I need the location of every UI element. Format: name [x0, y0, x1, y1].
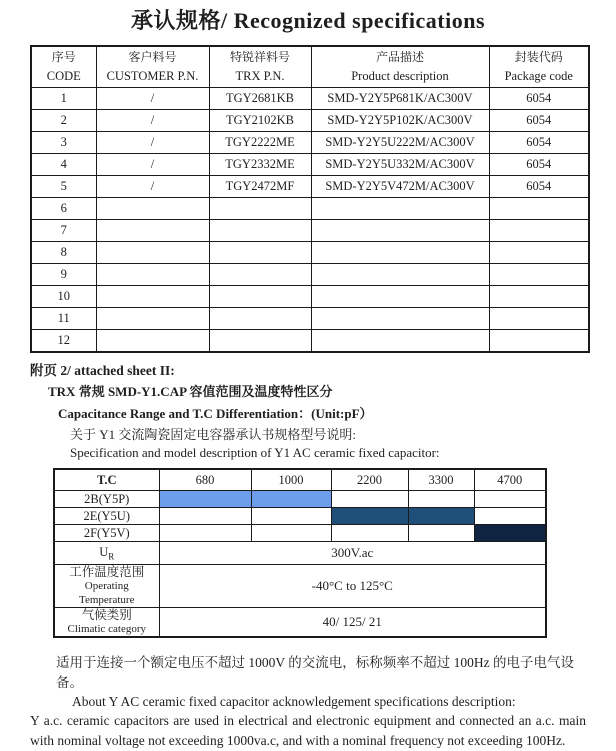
cell-customer-pn: /	[96, 132, 209, 154]
cell-trx-pn	[209, 220, 311, 242]
temp-label: 工作温度范围 Operating Temperature	[54, 565, 159, 608]
cell-code: 9	[31, 264, 96, 286]
cell-product-description	[311, 198, 489, 220]
attached-sheet-subheading-zh: TRX 常规 SMD-Y1.CAP 容值范围及温度特性区分	[48, 384, 333, 399]
tc-empty-cell	[408, 491, 474, 508]
header-trx-pn	[209, 46, 311, 88]
table-row	[31, 110, 589, 132]
tc-header-value: 2200	[331, 469, 408, 491]
table-row	[31, 286, 589, 308]
table-row	[31, 242, 589, 264]
header-trx-pn-zh: 特锐祥料号	[229, 50, 290, 64]
cell-trx-pn	[209, 242, 311, 264]
cell-code: 7	[31, 220, 96, 242]
footer-note-en-heading: About Y AC ceramic fixed capacitor acknowledgement specifications description:	[72, 694, 516, 709]
cell-code: 4	[31, 154, 96, 176]
tc-empty-cell	[251, 508, 331, 525]
cell-code: 3	[31, 132, 96, 154]
header-code	[31, 46, 96, 88]
cell-product-description: SMD-Y2Y5U332M/AC300V	[311, 154, 489, 176]
cell-product-description	[311, 264, 489, 286]
climate-value: 40/ 125/ 21	[159, 608, 546, 638]
cell-customer-pn	[96, 308, 209, 330]
temp-row	[54, 565, 546, 608]
cell-trx-pn: TGY2222ME	[209, 132, 311, 154]
cell-trx-pn	[209, 308, 311, 330]
tc-row	[54, 508, 546, 525]
cell-package-code	[489, 330, 589, 353]
footer-notes	[30, 651, 586, 751]
tc-header-value: 680	[159, 469, 251, 491]
ur-label: $U_R$	[54, 542, 159, 565]
cell-code: 11	[31, 308, 96, 330]
table-row	[31, 330, 589, 353]
cell-package-code: 6054	[489, 154, 589, 176]
cell-product-description: SMD-Y2Y5P102K/AC300V	[311, 110, 489, 132]
cell-customer-pn	[96, 264, 209, 286]
cell-package-code	[489, 308, 589, 330]
tc-header-label: T.C	[54, 469, 159, 491]
tc-row-label: 2E(Y5U)	[54, 508, 159, 525]
cell-code: 2	[31, 110, 96, 132]
cell-package-code	[489, 198, 589, 220]
cell-customer-pn: /	[96, 110, 209, 132]
tc-empty-cell	[331, 525, 408, 542]
cell-package-code	[489, 242, 589, 264]
cell-package-code	[489, 264, 589, 286]
cell-product-description	[311, 220, 489, 242]
tc-empty-cell	[159, 525, 251, 542]
cell-customer-pn: /	[96, 88, 209, 110]
tc-header-row	[54, 469, 546, 491]
cell-trx-pn: TGY2681KB	[209, 88, 311, 110]
document-page	[0, 4, 616, 748]
tc-row	[54, 525, 546, 542]
header-code-en: CODE	[46, 69, 81, 83]
cell-code: 10	[31, 286, 96, 308]
cell-package-code: 6054	[489, 88, 589, 110]
cell-code: 6	[31, 198, 96, 220]
attached-sheet-subheading-en: Capacitance Range and T.C Differentiation：(Unit:pF）	[58, 406, 373, 421]
tc-empty-cell	[331, 491, 408, 508]
cell-trx-pn	[209, 264, 311, 286]
table-row	[31, 132, 589, 154]
cell-trx-pn	[209, 198, 311, 220]
tc-highlight-cell	[331, 508, 408, 525]
cell-trx-pn	[209, 330, 311, 353]
table-row	[31, 308, 589, 330]
cell-customer-pn: /	[96, 176, 209, 198]
cell-trx-pn: TGY2472MF	[209, 176, 311, 198]
cell-customer-pn	[96, 242, 209, 264]
cell-package-code: 6054	[489, 176, 589, 198]
cell-package-code: 6054	[489, 132, 589, 154]
ur-row	[54, 542, 546, 565]
header-customer-pn	[96, 46, 209, 88]
tc-empty-cell	[408, 525, 474, 542]
header-customer-pn-en: CUSTOMER P.N.	[106, 69, 199, 83]
tc-highlight-cell	[474, 525, 546, 542]
cell-customer-pn: /	[96, 154, 209, 176]
cell-package-code	[489, 286, 589, 308]
attached-sheet-note-zh: 关于 Y1 交流陶瓷固定电容器承认书规格型号说明:	[70, 427, 357, 442]
tc-empty-cell	[159, 508, 251, 525]
table-row	[31, 154, 589, 176]
tc-empty-cell	[251, 525, 331, 542]
header-product-description	[311, 46, 489, 88]
cell-product-description: SMD-Y2Y5U222M/AC300V	[311, 132, 489, 154]
cell-trx-pn: TGY2332ME	[209, 154, 311, 176]
attached-sheet-note-en: Specification and model description of Y1 AC ceramic fixed capacitor:	[70, 445, 440, 460]
cell-product-description	[311, 242, 489, 264]
cell-customer-pn	[96, 220, 209, 242]
tc-row-label: 2B(Y5P)	[54, 491, 159, 508]
table-row	[31, 264, 589, 286]
cell-code: 8	[31, 242, 96, 264]
footer-note-en-body: Y a.c. ceramic capacitors are used in electrical and electronic equipment and connected an a.c. main with nominal voltage not exceeding 1000va.c, and with a nominal frequency not exceeding 100Hz.	[30, 713, 586, 748]
header-code-zh: 序号	[51, 50, 76, 64]
header-customer-pn-zh: 客户料号	[128, 50, 177, 64]
tc-header-value: 4700	[474, 469, 546, 491]
cell-product-description: SMD-Y2Y5V472M/AC300V	[311, 176, 489, 198]
tc-highlight-cell	[408, 508, 474, 525]
page-title: 承认规格/ Recognized specifications	[130, 8, 486, 33]
recognized-specifications-table	[30, 45, 590, 353]
tc-differentiation-table	[53, 468, 547, 638]
temp-value: -40°C to 125°C	[159, 565, 546, 608]
tc-row-label: 2F(Y5V)	[54, 525, 159, 542]
header-package-code-en: Package code	[504, 69, 573, 83]
tc-row	[54, 491, 546, 508]
cell-package-code	[489, 220, 589, 242]
header-product-description-zh: 产品描述	[375, 50, 424, 64]
spec-header-row	[31, 46, 589, 88]
cell-product-description	[311, 330, 489, 353]
tc-highlight-cell	[251, 491, 331, 508]
header-package-code-zh: 封装代码	[514, 50, 563, 64]
cell-package-code: 6054	[489, 110, 589, 132]
cell-trx-pn	[209, 286, 311, 308]
footer-note-zh: 适用于连接一个额定电压不超过 1000V 的交流电，标称频率不超过 100Hz 的电子电气设备。	[56, 655, 574, 690]
climate-label: 气候类别 Climatic category	[54, 608, 159, 638]
tc-header-value: 1000	[251, 469, 331, 491]
cell-product-description: SMD-Y2Y5P681K/AC300V	[311, 88, 489, 110]
header-product-description-en: Product description	[351, 69, 449, 83]
cell-code: 12	[31, 330, 96, 353]
table-row	[31, 220, 589, 242]
tc-empty-cell	[474, 508, 546, 525]
header-trx-pn-en: TRX P.N.	[235, 69, 285, 83]
cell-code: 5	[31, 176, 96, 198]
table-row	[31, 88, 589, 110]
tc-highlight-cell	[159, 491, 251, 508]
tc-empty-cell	[474, 491, 546, 508]
cell-customer-pn	[96, 198, 209, 220]
cell-trx-pn: TGY2102KB	[209, 110, 311, 132]
tc-header-value: 3300	[408, 469, 474, 491]
attached-sheet-heading: 附页 2/ attached sheet II:	[30, 363, 175, 378]
cell-code: 1	[31, 88, 96, 110]
ur-value: 300V.ac	[159, 542, 546, 565]
header-package-code	[489, 46, 589, 88]
cell-customer-pn	[96, 286, 209, 308]
cell-customer-pn	[96, 330, 209, 353]
climate-row	[54, 608, 546, 638]
table-row	[31, 176, 589, 198]
cell-product-description	[311, 308, 489, 330]
table-row	[31, 198, 589, 220]
cell-product-description	[311, 286, 489, 308]
